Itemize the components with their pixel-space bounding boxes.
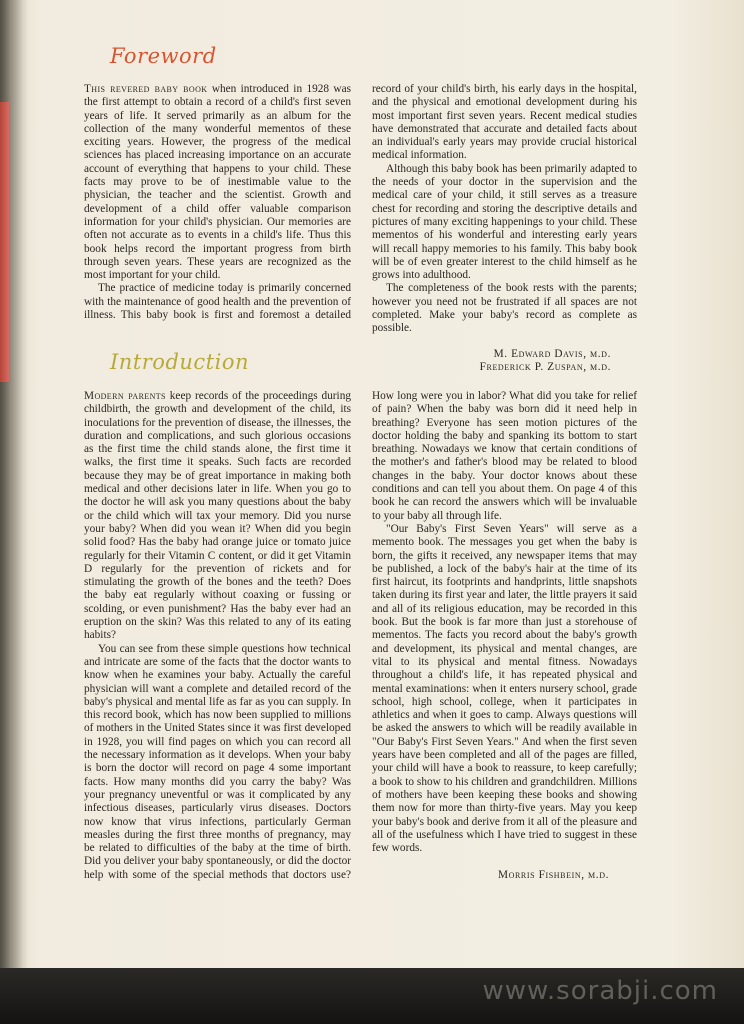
watermark: www.sorabji.com xyxy=(482,976,718,1006)
foreword-column-left xyxy=(84,83,351,322)
red-page-tab xyxy=(0,102,9,382)
introduction-lead: Modern parents xyxy=(84,390,166,402)
foreword-signature-davis: M. Edward Davis, m.d. xyxy=(493,347,611,360)
foreword-paragraph-1: This revered baby book when introduced in 1928 was the first attempt to obtain a record of a child's first seven years of life. It served primarily as an album for the collection of the many wonderful mementos of these exciting years. However, the progress of the medical sciences has placed increasing importance on an accurate account of everything that happens to your child. These facts may prove to be of inestimable value to the physician, the teacher and the scientist. Growth and development of a child offer valuable comparison information for your child's physician. Our memories are often not accurate as to events in a child's life. Thus this book helps record the important progress from birth through seven years. These years are recognized as the most important for your child. xyxy=(84,83,351,282)
introduction-paragraph-3: "Our Baby's First Seven Years" will serve as a memento book. The messages you get when the baby is born, the gifts it received, any newspaper items that may be published, a lock of the baby's hair at the time of its first haircut, its footprints and handprints, little snapshots taken during its first year and later, the little prayers it said and all of its religious education, may be recorded in this book. But the book is far more than just a storehouse of mementos. The facts you record about the baby's growth and development, its physical and mental changes, are vital to its physical and mental fitness. Nowadays throughout a child's life, it has repeated physical and mental examinations: when it enters nursery school, grade school, high school, college, when it participates in athletics and when it goes to camp. Always questions will be asked the answers to which will be readily available in "Our Baby's First Seven Years." And when the first seven years have been completed and all of the pages are filled, your child will have a book to reassure, to keep carefully; a book to show to his children and grandchildren. Millions of mothers have been keeping these books and showing them now for more than thirty-five years. May you keep your baby's book and derive from it all of the pleasure and all of the usefulness which I have tried to suggest in these few words. xyxy=(372,522,637,855)
paragraph-continuation: record of your child's birth, his early days in the hospital, and the physical and emotional development during his most important first seven years. Recent medical studies have demonstrated that accurate and detailed facts about an individual's early years may provide crucial historical medical information. xyxy=(372,83,637,162)
introduction-column-left xyxy=(84,390,351,882)
introduction-paragraph-1: Modern parents keep records of the proceedings during childbirth, the growth and development of the child, its inoculations for the prevention of disease, the illnesses, the duration and complications, and such glorious occasions as the first time the child stands alone, the first time it walks, the first time it speaks. Such facts are recorded because they may be of great importance in making both medical and other decisions later in life. When you go to the doctor he will ask you many questions about the baby or the child which will tax your memory. Did you nurse your baby? When did you wean it? When did you begin solid food? Has the baby had orange juice or tomato juice regularly for their Vitamin C content, or did it get Vitamin D regularly for the prevention of rickets and for stimulating the growth of the bones and the teeth? Does the baby eat regularly without coaxing or fussing or scolding, or even punishment? Has the baby ever had an eruption on the skin? Was this related to any of its eating habits? xyxy=(84,390,351,642)
foreword-paragraph-4: The completeness of the book rests with the parents; however you need not be frustrated if all spaces are not completed. Make your baby's record as complete as possible. xyxy=(372,282,637,335)
introduction-signature-fishbein: Morris Fishbein, m.d. xyxy=(497,869,609,882)
introduction-paragraph-2: You can see from these simple questions how technical and intricate are some of the facts that the doctor wants to know when he examines your baby. Actually the careful physician will want a complete and detailed record of the baby's physical and mental life as far as you can supply. In this record book, which has now been supplied to millions of mothers in the United States since it was first developed in 1928, you will find pages on which you can record all the necessary information as it develops. When your baby is born the doctor will record on page 4 some important facts. How many months did you carry the baby? Was your pregnancy uneventful or was it complicated by any infectious diseases, particularly virus diseases. Doctors now know that virus infections, particularly German measles during the first three months of pregnancy, may be related to difficulties of the baby at the time of birth. Did you deliver your baby spontaneously, or did the doctor help with some of the special methods that doctors use? xyxy=(84,642,351,881)
foreword-paragraph-3: Although this baby book has been primarily adapted to the needs of your doctor in the supervision and the medical care of your child, it still serves as a treasure chest for recording and storing the descriptive details and pictures of many exciting happenings to your child. These mementos of his wonderful and interesting early years will recall happy memories to his family. This baby book will be of even greater interest to the child himself as he grows into adulthood. xyxy=(372,162,637,282)
foreword-signature-zuspan: Frederick P. Zuspan, m.d. xyxy=(479,360,611,373)
paragraph-continuation: How long were you in labor? What did you take for relief of pain? When the baby was born did it need help in breathing? Everyone has seen motion pictures of the doctor holding the baby and spanking its bottom to start breathing. Nowadays we know that certain conditions of the mother's and father's blood may be related to blood changes in the baby. Your doctor knows about these conditions and can tell you about them. On page 4 of this book he can record the answers which will be invaluable to your baby all through life. xyxy=(372,390,637,522)
foreword-heading: Foreword xyxy=(110,44,217,68)
foreword-lead: This revered baby book xyxy=(84,83,208,95)
foreword-column-right xyxy=(372,83,637,374)
introduction-column-right xyxy=(372,390,637,883)
foreword-paragraph-2: The practice of medicine today is primarily concerned with the maintenance of good health and the prevention of illness. This baby book is first and foremost a detailed xyxy=(84,282,351,322)
introduction-heading: Introduction xyxy=(110,350,249,374)
